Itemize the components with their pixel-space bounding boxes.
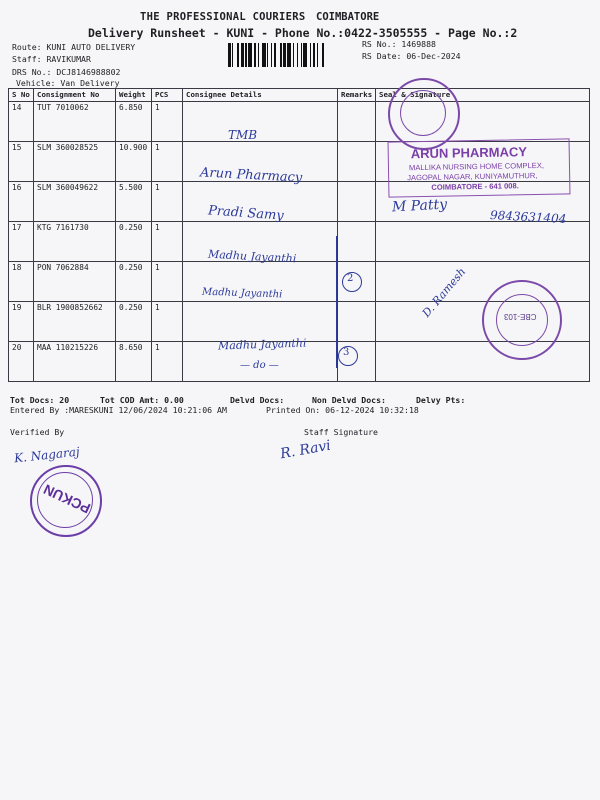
cell-seal [376,342,590,382]
cell-pcs: 1 [152,302,183,342]
cell-sno: 15 [9,142,34,182]
verified-by-label: Verified By [10,427,65,437]
delivery-points: Delvy Pts: [416,395,466,405]
drs-number: DRS No.: DCJ8146988802 [12,67,121,77]
verified-signature: K. Nagaraj [13,444,81,466]
remark-bracket-line [336,236,337,368]
staff-signature: R. Ravi [278,437,333,463]
handwritten-consignee-20: Madhu Jayanthi [217,336,307,353]
handwritten-receiver-16: M Patty [391,196,448,216]
handwritten-consignee-14: TMB [228,128,258,142]
cell-consignment: BLR 1900852662 [34,302,116,342]
round-stamp-top-inner [400,90,446,136]
staff-signature-label: Staff Signature [304,427,378,437]
cell-pcs: 1 [152,262,183,302]
table-row [9,222,590,262]
runsheet-title: Delivery Runsheet - KUNI - Phone No.:0422-3505555 - Page No.:2 [88,26,518,40]
pharmacy-stamp-addr2: JAGOPAL NAGAR, KUNIYAMUTHUR, [407,170,538,183]
cell-pcs: 1 [152,222,183,262]
cell-remarks [338,302,376,342]
col-header-remarks: Remarks [338,89,376,102]
table-header-row [9,89,590,102]
barcode-bar [324,43,327,67]
cell-sno: 17 [9,222,34,262]
printed-on: Printed On: 06-12-2024 10:32:18 [266,405,419,415]
cell-sno: 18 [9,262,34,302]
col-header-sno: S No [9,89,34,102]
cell-seal [376,222,590,262]
staff-label: Staff: RAVIKUMAR [12,54,91,64]
cell-consignee [183,302,338,342]
handwritten-receiver-19: D. Ramesh [419,265,469,320]
pharmacy-stamp-addr1: MALLIKA NURSING HOME COMPLEX, [408,160,545,173]
cell-sno: 20 [9,342,34,382]
pckun-stamp-text: PCKUN [40,481,93,517]
cell-pcs: 1 [152,142,183,182]
round-stamp-right [482,280,562,360]
delivered-docs: Delvd Docs: [230,395,285,405]
cell-remarks [338,222,376,262]
cell-consignment: SLM 360028525 [34,142,116,182]
cell-weight: 6.850 [116,102,152,142]
cell-weight: 0.250 [116,302,152,342]
handwritten-consignee-18: Madhu Jayanthi [201,286,283,301]
col-header-consignee: Consignee Details [183,89,338,102]
route-label: Route: KUNI AUTO DELIVERY [12,42,136,52]
pckun-stamp [30,465,102,537]
total-docs: Tot Docs: 20 [10,395,70,405]
handwritten-consignee-15: Arun Pharmacy [199,165,303,186]
table-row [9,102,590,142]
rs-number: RS No.: 1469888 [362,39,436,49]
cell-consignment: TUT 7010062 [34,102,116,142]
pharmacy-stamp-addr3: COIMBATORE - 641 008. [431,181,519,192]
cell-consignment: KTG 7161730 [34,222,116,262]
cell-sno: 16 [9,182,34,222]
cell-weight: 5.500 [116,182,152,222]
pharmacy-stamp-name: ARUN PHARMACY [410,144,528,162]
company-city: COIMBATORE [316,11,380,23]
cell-sno: 19 [9,302,34,342]
remark-mark-3: 3 [343,347,350,358]
cell-consignment: MAA 110215226 [34,342,116,382]
non-delivered-docs: Non Delvd Docs: [312,395,386,405]
cell-weight: 10.900 [116,142,152,182]
total-cod: Tot COD Amt: 0.00 [100,395,184,405]
cell-weight: 8.650 [116,342,152,382]
handwritten-consignee-16: Pradi Samy [207,203,285,224]
barcode-image [228,43,356,67]
cell-weight: 0.250 [116,222,152,262]
col-header-consignment: Consignment No [34,89,116,102]
cell-weight: 0.250 [116,262,152,302]
remark-mark-2: 2 [347,273,354,284]
handwritten-consignee-17: Madhu Jayanthi [207,247,297,266]
cell-consignment: SLM 360049622 [34,182,116,222]
cell-seal [376,262,590,302]
cell-pcs: 1 [152,342,183,382]
col-header-pcs: PCS [152,89,183,102]
handwritten-phone-16: 9843631404 [489,208,567,226]
company-name: THE PROFESSIONAL COURIERS [140,11,306,23]
handwritten-ditto-20: — do — [240,360,279,371]
pharmacy-stamp [388,138,571,197]
cell-remarks [338,142,376,182]
col-header-weight: Weight [116,89,152,102]
round-stamp-top [388,78,460,150]
cell-remarks [338,182,376,222]
round-stamp-code: CBE-103 [504,312,537,321]
cell-pcs: 1 [152,102,183,142]
cell-sno: 14 [9,102,34,142]
cell-remarks [338,102,376,142]
col-header-seal: Seal & Signature [376,89,590,102]
rs-date: RS Date: 06-Dec-2024 [362,51,461,61]
cell-consignee [183,102,338,142]
vehicle-label: Vehicle: Van Delivery [16,78,120,88]
cell-consignment: PON 7062884 [34,262,116,302]
cell-pcs: 1 [152,182,183,222]
entered-by: Entered By :MARESKUNI 12/06/2024 10:21:06 AM [10,405,227,415]
